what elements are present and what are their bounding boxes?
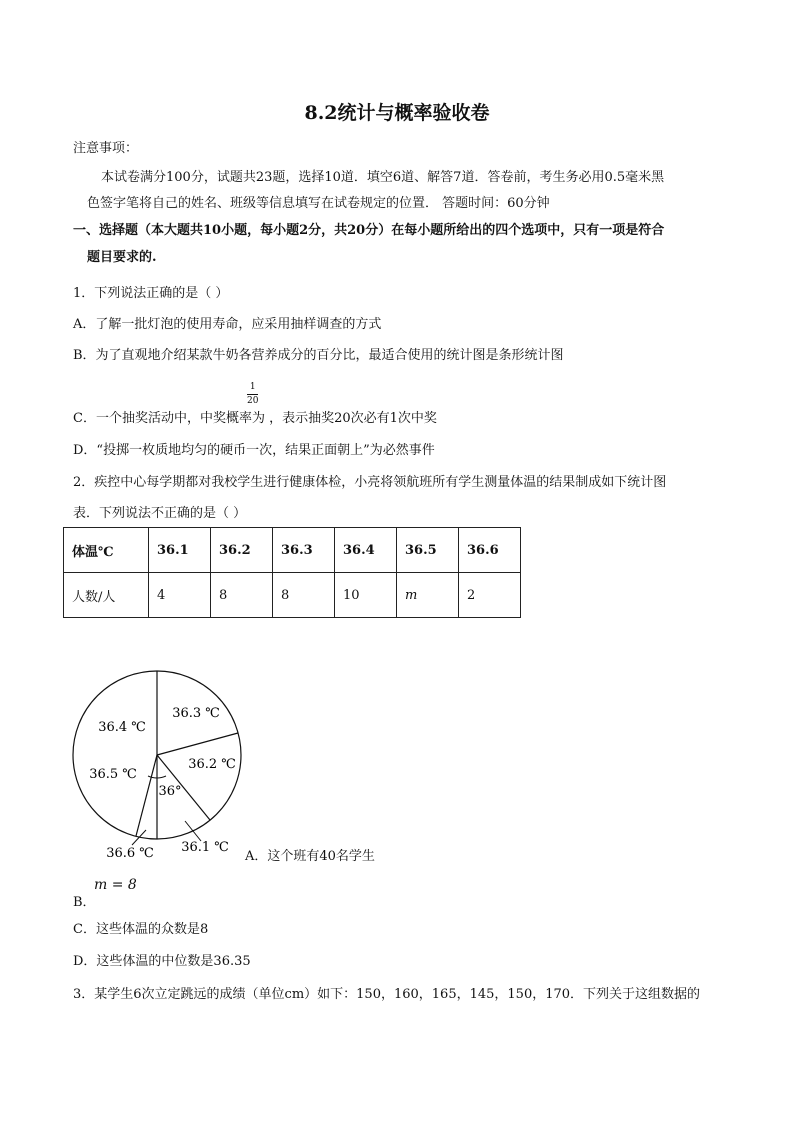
- table-cell: m: [397, 573, 459, 618]
- section-heading-line-1: 一、选择题（本大题共10小题，每小题2分，共20分）在每小题所给出的四个选项中，只有一项是符合: [73, 223, 665, 238]
- table-cell: 10: [335, 573, 397, 618]
- notice-line-1: 本试卷满分100分，试题共23题，选择10道．填空6道、解答7道．答卷前，考生务必用0.5毫米黑: [101, 170, 665, 185]
- section-heading-line-2: 题目要求的.: [87, 250, 157, 265]
- q1-option-d: D．“投掷一枚质地均匀的硬币一次，结果正面朝上”为必然事件: [73, 443, 435, 458]
- q2-option-d: D．这些体温的中位数是36.35: [73, 954, 251, 969]
- pie-label-36-6: 36.6 ℃: [106, 846, 154, 861]
- table-header-cell: 36.1: [149, 528, 211, 573]
- table-cell: 8: [273, 573, 335, 618]
- pie-chart: [60, 665, 260, 865]
- fraction-denominator: 20: [247, 396, 259, 406]
- q2-option-c: C．这些体温的众数是8: [73, 922, 209, 937]
- q2-option-b-formula: m = 8: [94, 877, 137, 893]
- q3-stem: 3．某学生6次立定跳远的成绩（单位cm）如下：150，160，165，145，150，170．下列关于这组数据的: [73, 987, 701, 1002]
- q1-option-b: B．为了直观地介绍某款牛奶各营养成分的百分比，最适合使用的统计图是条形统计图: [73, 348, 564, 363]
- pie-label-36-1: 36.1 ℃: [181, 840, 229, 855]
- page-title: 8.2统计与概率验收卷: [304, 102, 490, 124]
- table-row-label: 人数/人: [64, 573, 149, 618]
- pie-label-36-2: 36.2 ℃: [188, 757, 236, 772]
- pie-label-36-3: 36.3 ℃: [172, 706, 220, 721]
- notice-line-2: 色签字笔将自己的姓名、班级等信息填写在试卷规定的位置． 答题时间：60分钟: [87, 196, 550, 211]
- probability-fraction: [247, 382, 258, 407]
- q1-option-a: A．了解一批灯泡的使用寿命，应采用抽样调查的方式: [73, 317, 382, 332]
- q2-option-b-prefix: B．: [73, 895, 96, 910]
- q1-stem: 1．下列说法正确的是（ ）: [73, 286, 229, 301]
- pie-angle-label: 36°: [158, 784, 182, 799]
- table-cell: 4: [149, 573, 211, 618]
- pie-label-36-4: 36.4 ℃: [98, 720, 146, 735]
- temperature-table: [63, 527, 521, 618]
- table-header-cell: 36.4: [335, 528, 397, 573]
- table-header-cell: 36.2: [211, 528, 273, 573]
- table-header-cell: 体温℃: [64, 528, 149, 573]
- pie-slice-divider: [136, 755, 157, 836]
- q2-option-a: A．这个班有40名学生: [245, 849, 375, 864]
- table-header-cell: 36.3: [273, 528, 335, 573]
- table-cell: 2: [459, 573, 521, 618]
- q2-stem-line-2: 表．下列说法不正确的是（ ）: [73, 506, 247, 521]
- q2-stem-line-1: 2．疾控中心每学期都对我校学生进行健康体检，小亮将领航班所有学生测量体温的结果制成如下统计图: [73, 475, 667, 490]
- q1-option-c: C．一个抽奖活动中，中奖概率为 ，表示抽奖20次必有1次中奖: [73, 411, 437, 426]
- table-row: [64, 573, 521, 618]
- table-header-cell: 36.5: [397, 528, 459, 573]
- notice-heading: 注意事项：: [73, 141, 139, 156]
- pie-label-36-5: 36.5 ℃: [89, 767, 137, 782]
- label-leader: [185, 821, 201, 841]
- table-cell: 8: [211, 573, 273, 618]
- table-header-row: [64, 528, 521, 573]
- pie-slice-divider: [157, 733, 238, 755]
- fraction-numerator: 1: [249, 382, 256, 392]
- table-header-cell: 36.6: [459, 528, 521, 573]
